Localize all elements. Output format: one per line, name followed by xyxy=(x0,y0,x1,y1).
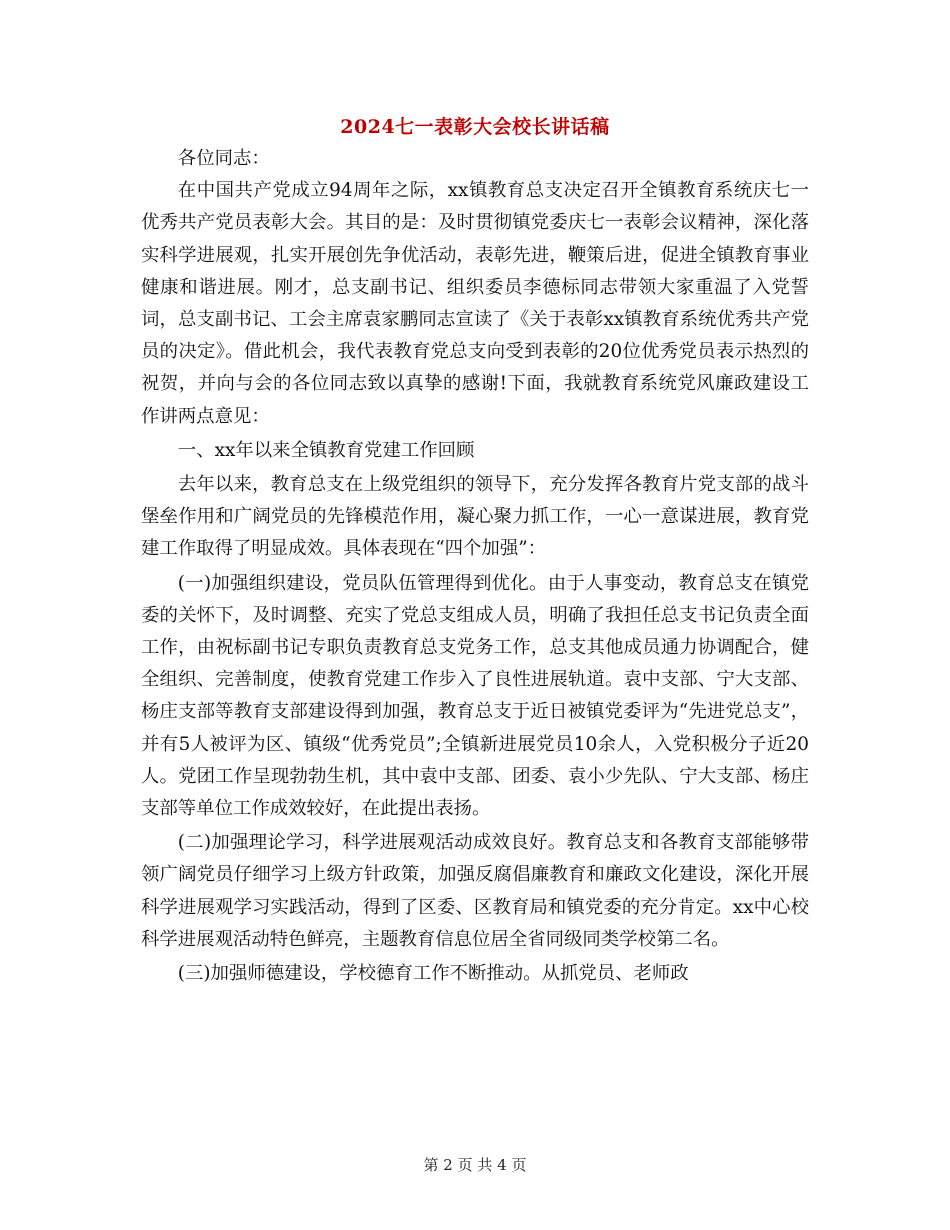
body-paragraph: (二)加强理论学习，科学进展观活动成效良好。教育总支和各教育支部能够带领广阔党员仔细学习上级方针政策，加强反腐倡廉教育和廉政文化建设，深化开展科学进展观学习实践活动，得到了区委、区教育局和镇党委的充分肯定。xx中心校科学进展观活动特色鲜亮，主题教育信息位居全省同级同类学校第二名。 xyxy=(141,832,809,950)
body-paragraph: 去年以来，教育总支在上级党组织的领导下，充分发挥各教育片党支部的战斗堡垒作用和广阔党员的先锋模范作用，凝心聚力抓工作，一心一意谋进展，教育党建工作取得了明显成效。具体表现在“四个加强”： xyxy=(141,474,809,560)
salutation-paragraph: 各位同志： xyxy=(177,148,270,169)
section-heading: 一、xx年以来全镇教育党建工作回顾 xyxy=(177,439,475,461)
body-paragraph: (一)加强组织建设，党员队伍管理得到优化。由于人事变动，教育总支在镇党委的关怀下，及时调整、充实了党总支组成人员，明确了我担任总支书记负责全面工作，由祝标副书记专职负责教育总支党务工作，总支其他成员通力协调配合，健全组织、完善制度，使教育党建工作步入了良性进展轨道。袁中支部、宁大支部、杨庄支部等教育支部建设得到加强，教育总支于近日被镇党委评为“先进党总支”，并有5人被评为区、镇级“优秀党员”;全镇新进展党员10余人，入党积极分子近20人。党团工作呈现勃勃生机，其中袁中支部、团委、袁小少先队、宁大支部、杨庄支部等单位工作成效较好，在此提出表扬。 xyxy=(141,572,809,820)
body-paragraph: 在中国共产党成立94周年之际，xx镇教育总支决定召开全镇教育系统庆七一优秀共产党员表彰大会。其目的是：及时贯彻镇党委庆七一表彰会议精神，深化落实科学进展观，扎实开展创先争优活动，表彰先进，鞭策后进，促进全镇教育事业健康和谐进展。刚才，总支副书记、组织委员李德标同志带领大家重温了入党誓词，总支副书记、工会主席袁家鹏同志宣读了《关于表彰xx镇教育系统优秀共产党员的决定》。借此机会，我代表教育党总支向受到表彰的20位优秀党员表示热烈的祝贺，并向与会的各位同志致以真挚的感谢!下面，我就教育系统党风廉政建设工作讲两点意见： xyxy=(141,180,809,427)
page-footer: 第 2 页 共 4 页 xyxy=(423,1156,527,1174)
body-paragraph: (三)加强师德建设，学校德育工作不断推动。从抓党员、老师政 xyxy=(177,963,689,985)
document-title: 2024七一表彰大会校长讲话稿 xyxy=(340,116,610,138)
document-body xyxy=(141,143,809,990)
